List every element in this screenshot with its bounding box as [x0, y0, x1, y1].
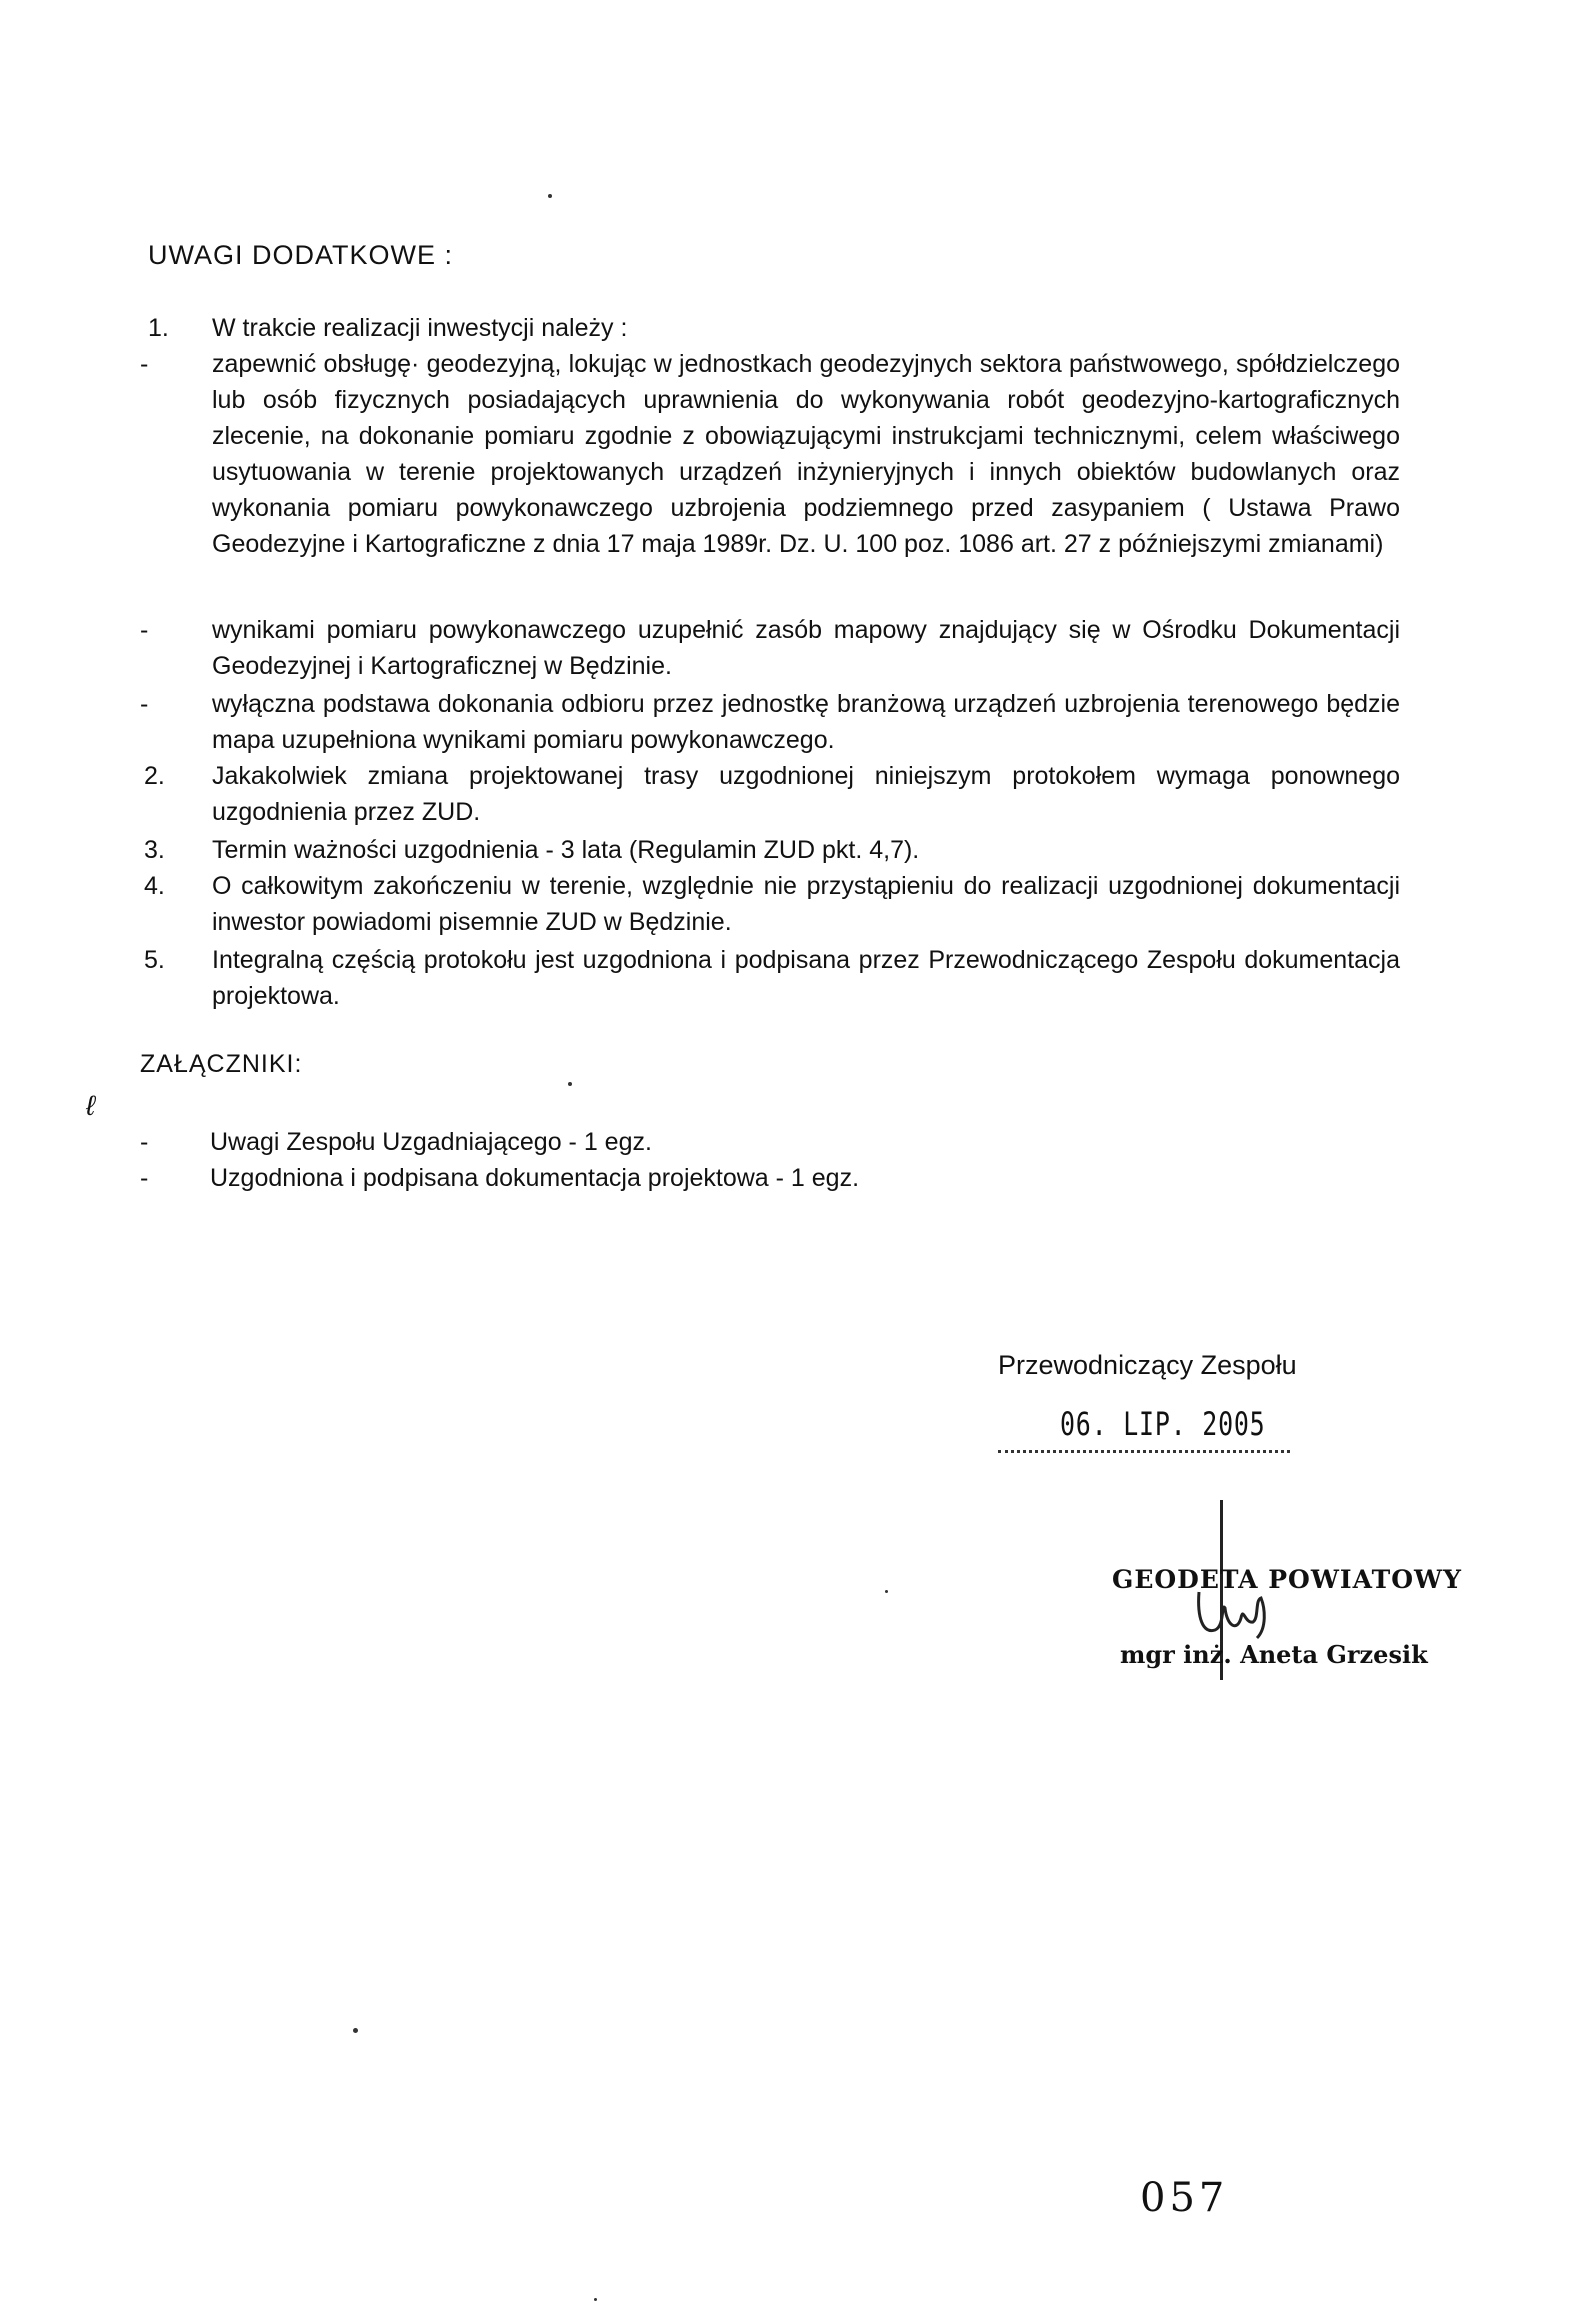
page-number: 057 — [1140, 2175, 1229, 2221]
list-item: wynikami pomiaru powykonawczego uzupełnić zasób mapowy znajdujący się w Ośrodku Dokumentacji Geodezyjnej i Kartograficznej w Będzinie. — [212, 616, 1400, 680]
signature-dotted-line — [998, 1450, 1290, 1453]
item-marker: 4. — [144, 872, 165, 900]
scan-speck — [885, 1590, 888, 1593]
item-marker: - — [140, 350, 149, 378]
list-item: Integralną częścią protokołu jest uzgodniona i podpisana przez Przewodniczącego Zespołu dokumentacja projektowa. — [212, 946, 1400, 1010]
date-stamp: 06. LIP. 2005 — [1060, 1405, 1266, 1443]
attachment-marker: - — [140, 1128, 149, 1156]
item-marker: 2. — [144, 762, 165, 790]
scan-speck — [568, 1082, 572, 1086]
list-item: W trakcie realizacji inwestycji należy : — [212, 314, 628, 342]
scan-speck — [353, 2028, 358, 2033]
item-marker: 5. — [144, 946, 165, 974]
section-heading-uwagi: UWAGI DODATKOWE : — [148, 240, 453, 270]
section-heading-zalaczniki: ZAŁĄCZNIKI: — [140, 1050, 303, 1078]
list-item: O całkowitym zakończeniu w terenie, względnie nie przystąpieniu do realizacji uzgodnionej dokumentacji inwestor powiadomi pisemnie ZUD w Będzinie. — [212, 872, 1400, 936]
list-item: Jakakolwiek zmiana projektowanej trasy uzgodnionej niniejszym protokołem wymaga ponownego uzgodnienia przez ZUD. — [212, 762, 1400, 826]
official-stamp-title: GEODETA POWIATOWY — [1112, 1565, 1462, 1594]
item-marker: - — [140, 616, 149, 644]
item-marker: - — [140, 690, 149, 718]
handwritten-tick-mark: ℓ — [86, 1090, 96, 1121]
signature-title: Przewodniczący Zespołu — [998, 1350, 1297, 1380]
scan-speck — [594, 2298, 597, 2301]
official-stamp-name: mgr inż. Aneta Grzesik — [1120, 1640, 1428, 1669]
item-marker: 1. — [148, 314, 169, 342]
attachment-item: Uzgodniona i podpisana dokumentacja projektowa - 1 egz. — [210, 1164, 860, 1192]
list-item: wyłączna podstawa dokonania odbioru przez jednostkę branżową urządzeń uzbrojenia terenowego będzie mapa uzupełniona wynikami pomiaru powykonawczego. — [212, 690, 1400, 754]
list-item: Termin ważności uzgodnienia - 3 lata (Regulamin ZUD pkt. 4,7). — [212, 836, 920, 864]
attachment-item: Uwagi Zespołu Uzgadniającego - 1 egz. — [210, 1128, 652, 1156]
item-marker: 3. — [144, 836, 165, 864]
handwritten-signature — [1195, 1588, 1275, 1643]
attachment-marker: - — [140, 1164, 149, 1192]
list-item: zapewnić obsługę· geodezyjną, lokując w jednostkach geodezyjnych sektora państwowego, spółdzielczego lub osób fizycznych posiadających uprawnienia do wykonywania robót geodezyjno-kartograficznych zlecenie, na dokonanie pomiaru zgodnie z obowiązującymi instrukcjami technicznymi, celem właściwego usytuowania w terenie projektowanych urządzeń inżynieryjnych i innych obiektów budowlanych oraz wykonania pomiaru powykonawczego uzbrojenia podziemnego przed zasypaniem ( Ustawa Prawo Geodezyjne i Kartograficzne z dnia 17 maja 1989r. Dz. U. 100 poz. 1086 art. 27 z późniejszymi zmianami) — [212, 350, 1400, 558]
scan-speck — [548, 194, 552, 198]
